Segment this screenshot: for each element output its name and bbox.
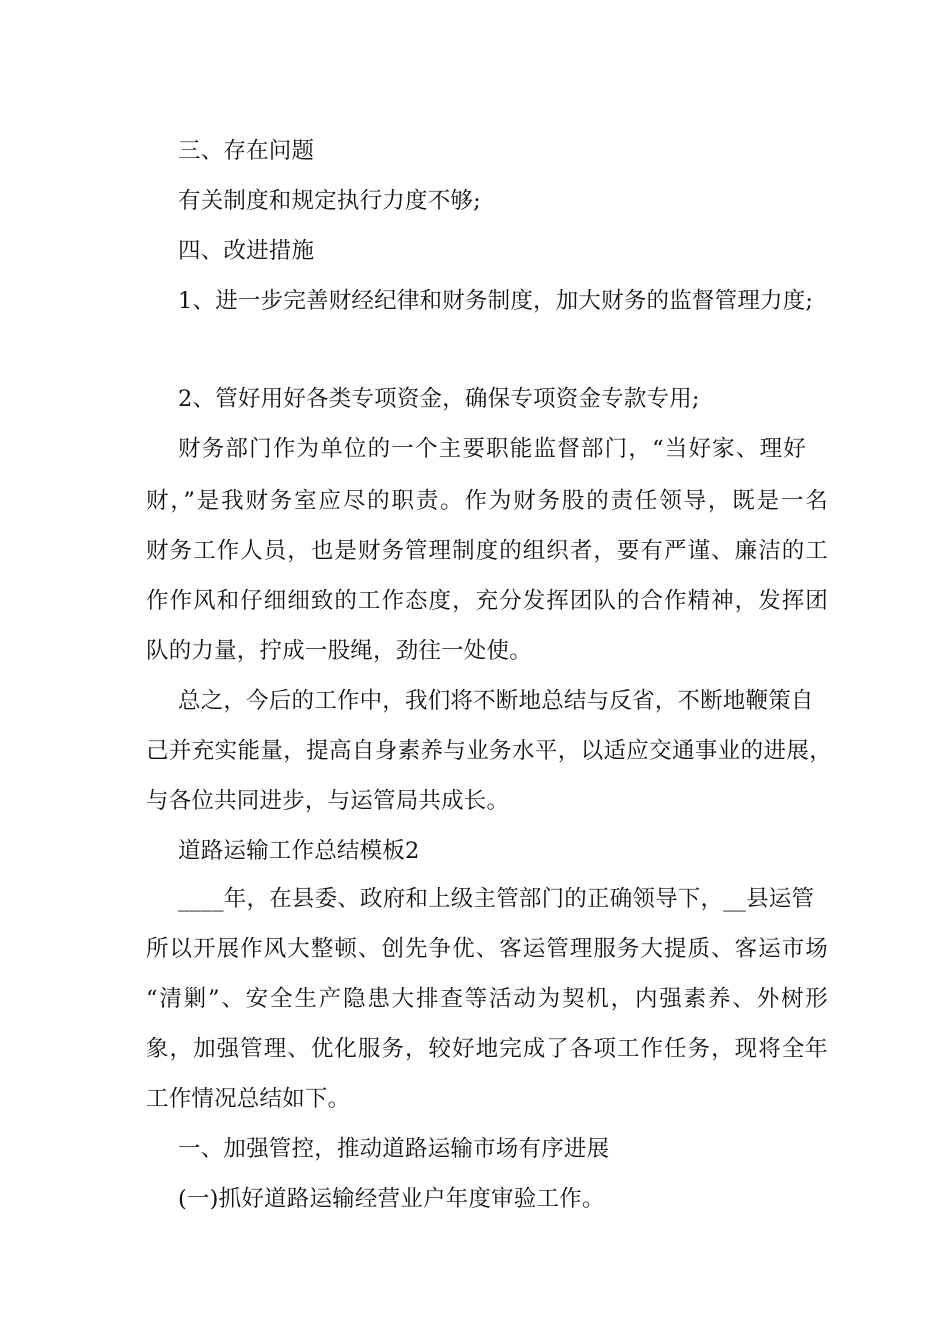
paragraph-line: 作作风和仔细细致的工作态度，充分发挥团队的合作精神，发挥团 (146, 588, 828, 614)
paragraph-line: 财务工作人员，也是财务管理制度的组织者，要有严谨、廉洁的工 (146, 538, 828, 564)
paragraph-line: 象，加强管理、优化服务，较好地完成了各项工作任务，现将全年 (146, 1036, 828, 1062)
section-heading-control: 一、加强管控，推动道路运输市场有序进展 (178, 1136, 610, 1162)
paragraph-line: 有关制度和规定执行力度不够; (178, 188, 481, 214)
paragraph-line: 工作情况总结如下。 (146, 1086, 351, 1112)
paragraph-line: “清剿”、安全生产隐患大排查等活动为契机，内强素养、外树形 (146, 986, 828, 1012)
paragraph-line: 财务部门作为单位的一个主要职能监督部门，“当好家、理好 (178, 436, 806, 462)
paragraph-line: ____年，在县委、政府和上级主管部门的正确领导下，__县运管 (178, 886, 815, 912)
paragraph-line: 队的力量，拧成一股绳，劲往一处使。 (146, 638, 532, 664)
list-item: 1、进一步完善财经纪律和财务制度，加大财务的监督管理力度; (178, 288, 814, 314)
section-title-template-2: 道路运输工作总结模板2 (178, 838, 420, 864)
paragraph-line: 与各位共同进步，与运管局共成长。 (146, 788, 510, 814)
paragraph-line: 财，”是我财务室应尽的职责。作为财务股的责任领导，既是一名 (146, 488, 828, 514)
paragraph-line: 总之，今后的工作中，我们将不断地总结与反省，不断地鞭策自 (178, 688, 814, 714)
paragraph-line: 己并充实能量，提高自身素养与业务水平，以适应交通事业的进展， (146, 738, 832, 764)
section-heading-problems: 三、存在问题 (178, 138, 315, 164)
section-heading-improvements: 四、改进措施 (178, 238, 315, 264)
list-item: 2、管好用好各类专项资金，确保专项资金专款专用; (178, 386, 700, 412)
subsection-heading: (一)抓好道路运输经营业户年度审验工作。 (178, 1186, 605, 1212)
paragraph-line: 所以开展作风大整顿、创先争优、客运管理服务大提质、客运市场 (146, 936, 828, 962)
